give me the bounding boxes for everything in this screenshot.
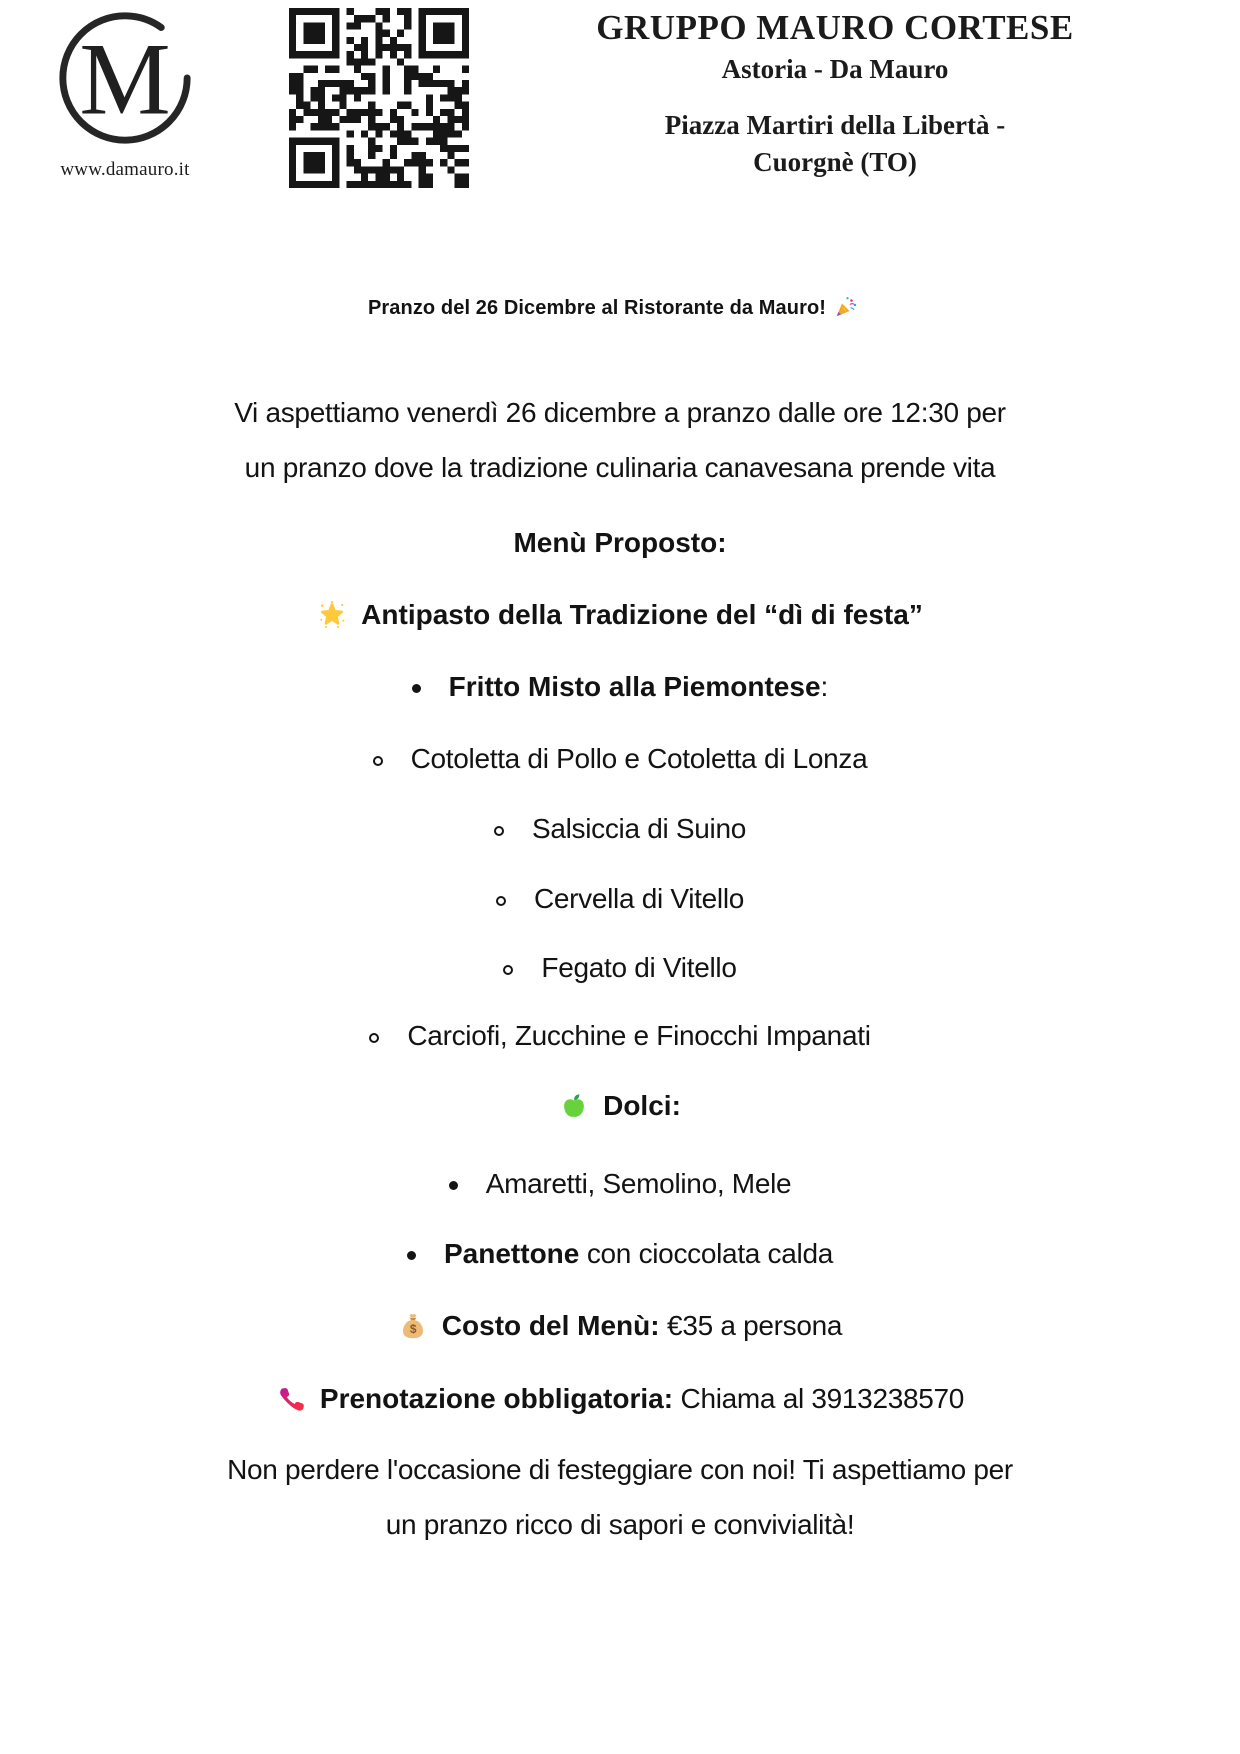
flyer-content xyxy=(120,295,1120,1552)
closing-paragraph xyxy=(120,1442,1120,1552)
menu-item xyxy=(120,741,1120,777)
dolci-item-text: Amaretti, Semolino, Mele xyxy=(485,1168,792,1199)
fritto-title: Fritto Misto alla Piemontese xyxy=(448,671,821,702)
menu-item-text: Fegato di Vitello xyxy=(541,952,737,983)
glowing-star-icon xyxy=(317,600,347,630)
bullet-circle-icon xyxy=(369,1033,379,1043)
bullet-circle-icon xyxy=(503,965,513,975)
panettone-bold: Panettone xyxy=(444,1238,580,1269)
qr-code-icon xyxy=(289,8,469,188)
intro-paragraph xyxy=(120,385,1120,495)
header-title-block xyxy=(570,8,1100,181)
prenotazione-value: Chiama al 3913238570 xyxy=(673,1383,965,1414)
costo-label: Costo del Menù: xyxy=(441,1310,660,1341)
brand-title: GRUPPO MAURO CORTESE xyxy=(596,8,1074,47)
brand-address xyxy=(570,107,1100,181)
prenotazione-line xyxy=(120,1381,1120,1417)
address-line-2: Cuorgnè (TO) xyxy=(753,147,917,177)
menu-item-text: Cervella di Vitello xyxy=(533,883,745,914)
closing-line-1: Non perdere l'occasione di festeggiare con noi! Ti aspettiamo per xyxy=(227,1454,1013,1485)
menu-item-text: Cotoletta di Pollo e Cotoletta di Lonza xyxy=(410,743,868,774)
dolci-item xyxy=(120,1166,1120,1202)
m-circle-logo-icon xyxy=(51,4,199,152)
announcement-text: Pranzo del 26 Dicembre al Ristorante da Mauro! xyxy=(367,297,827,319)
logo-letter: M xyxy=(79,23,171,137)
bullet-circle-icon xyxy=(496,896,506,906)
address-line-1: Piazza Martiri della Libertà - xyxy=(664,110,1006,140)
phone-icon xyxy=(276,1384,306,1414)
panettone-rest: con cioccolata calda xyxy=(579,1238,833,1269)
bullet-dot-icon xyxy=(407,1251,416,1260)
party-popper-icon xyxy=(834,295,858,319)
menu-item xyxy=(120,1018,1120,1054)
announcement-line xyxy=(120,295,1120,321)
fritto-heading xyxy=(120,669,1120,705)
menu-item xyxy=(120,881,1120,917)
green-apple-icon xyxy=(559,1091,589,1121)
bullet-circle-icon xyxy=(373,756,383,766)
costo-value: €35 a persona xyxy=(659,1310,843,1341)
logo-website: www.damauro.it xyxy=(60,159,190,180)
dolci-item xyxy=(120,1236,1120,1272)
menu-heading: Menù Proposto: xyxy=(513,527,727,558)
dolci-title: Dolci: xyxy=(603,1090,681,1121)
bullet-dot-icon xyxy=(449,1181,458,1190)
brand-subtitle: Astoria - Da Mauro xyxy=(721,54,949,84)
svg-text:$: $ xyxy=(409,1322,416,1336)
menu-item-text: Salsiccia di Suino xyxy=(531,813,747,844)
dolci-heading xyxy=(120,1088,1120,1124)
menu-item xyxy=(120,811,1120,847)
bullet-dot-icon xyxy=(412,684,421,693)
fritto-colon: : xyxy=(820,671,829,702)
menu-item xyxy=(120,950,1120,986)
antipasto-heading xyxy=(120,597,1120,633)
closing-line-2: un pranzo ricco di sapori e convivialità! xyxy=(385,1509,855,1540)
menu-item-text: Carciofi, Zucchine e Finocchi Impanati xyxy=(407,1020,871,1051)
qr-code xyxy=(289,8,469,188)
prenotazione-label: Prenotazione obbligatoria: xyxy=(319,1383,674,1414)
intro-line-2: un pranzo dove la tradizione culinaria canavesana prende vita xyxy=(244,452,996,483)
costo-line xyxy=(120,1308,1120,1344)
money-bag-icon xyxy=(398,1311,428,1341)
bullet-circle-icon xyxy=(494,826,504,836)
antipasto-title: Antipasto della Tradizione del “dì di festa” xyxy=(361,599,923,630)
restaurant-logo xyxy=(50,4,200,181)
intro-line-1: Vi aspettiamo venerdì 26 dicembre a pranzo dalle ore 12:30 per xyxy=(234,397,1006,428)
